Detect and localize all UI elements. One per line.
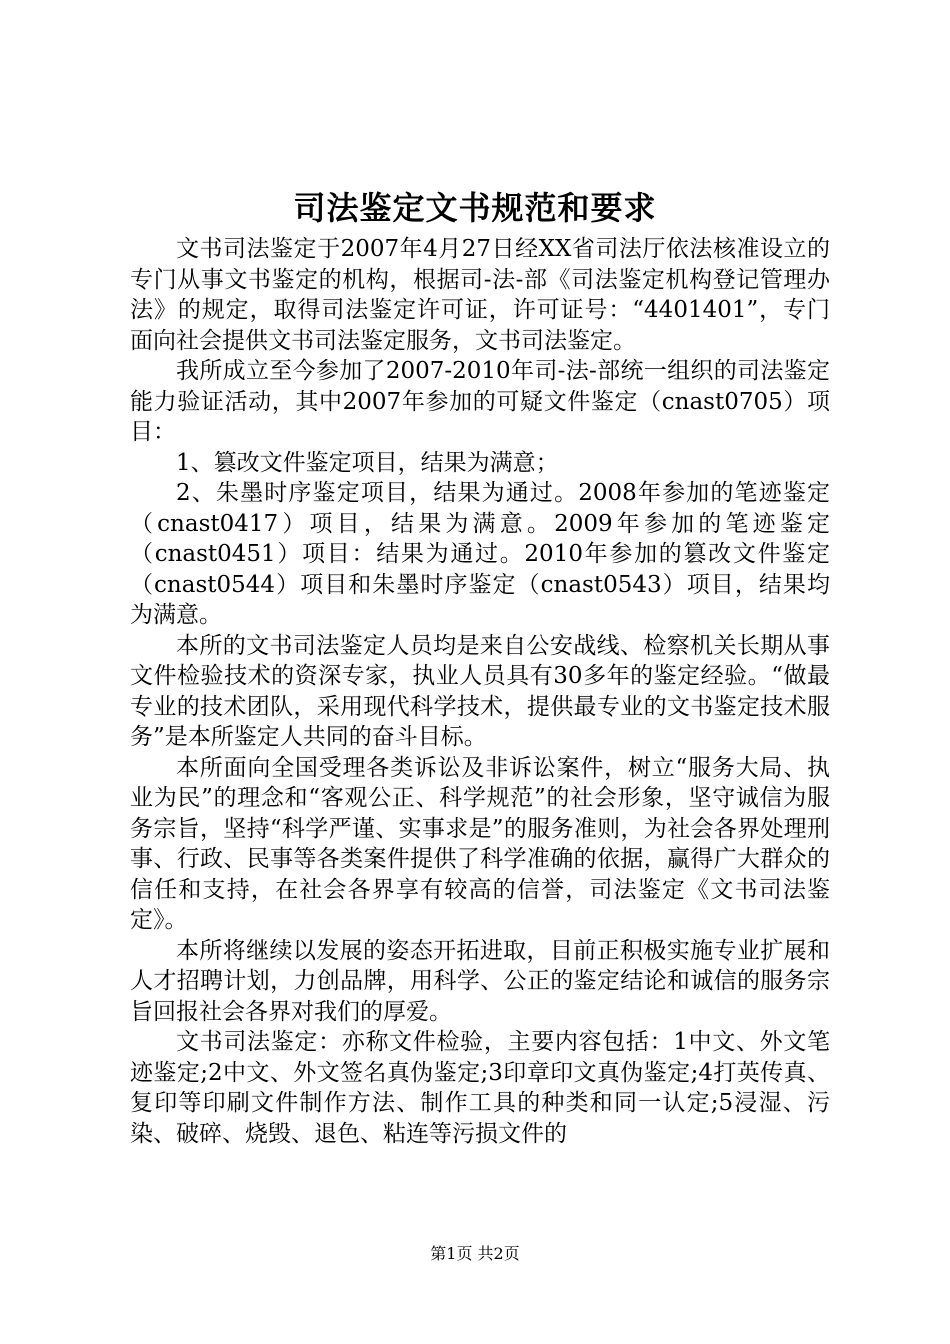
paragraph-item-2: 2、朱墨时序鉴定项目，结果为通过。2008年参加的笔迹鉴定（cnast0417）项目，结果为满意。2009年参加的笔迹鉴定（cnast0451）项目：结果为通过。2010年参加的篡改文件鉴定（cnast0544）项目和朱墨时序鉴定（cnast0543）项目，结果均为满意。 (130, 480, 830, 628)
paragraph-item-1: 1、篡改文件鉴定项目，结果为满意； (176, 449, 559, 476)
document-body (130, 234, 830, 1149)
paragraph-outlook: 本所将继续以发展的姿态开拓进取，目前正积极实施专业扩展和人才招聘计划，力创品牌，用科学、公正的鉴定结论和诚信的服务宗旨回报社会各界对我们的厚爱。 (130, 937, 830, 1025)
paragraph-staff: 本所的文书司法鉴定人员均是来自公安战线、检察机关长期从事文件检验技术的资深专家，执业人员具有30多年的鉴定经验。“做最专业的技术团队，采用现代科学技术，提供最专业的文书鉴定技术服务”是本所鉴定人共同的奋斗目标。 (130, 632, 830, 750)
paragraph-scope: 文书司法鉴定：亦称文件检验，主要内容包括：1中文、外文笔迹鉴定;2中文、外文签名真伪鉴定;3印章印文真伪鉴定;4打英传真、复印等印刷文件制作方法、制作工具的种类和同一认定;5浸湿、污染、破碎、烧毁、退色、粘连等污损文件的 (130, 1029, 830, 1147)
paragraph-intro: 文书司法鉴定于2007年4月27日经XX省司法厅依法核准设立的专门从事文书鉴定的机构，根据司-法-部《司法鉴定机构登记管理办法》的规定，取得司法鉴定许可证，许可证号：“4401401”，专门面向社会提供文书司法鉴定服务，文书司法鉴定。 (130, 236, 830, 354)
page-number: 第1页 共2页 (430, 1244, 520, 1263)
paragraph-proficiency-testing: 我所成立至今参加了2007-2010年司-法-部统一组织的司法鉴定能力验证活动，其中2007年参加的可疑文件鉴定（cnast0705）项目： (130, 358, 830, 445)
paragraph-service: 本所面向全国受理各类诉讼及非诉讼案件，树立“服务大局、执业为民”的理念和“客观公正、科学规范”的社会形象，坚守诚信为服务宗旨，坚持“科学严谨、实事求是”的服务准则，为社会各界处理刑事、行政、民事等各类案件提供了科学准确的依据，赢得广大群众的信任和支持，在社会各界享有较高的信誉，司法鉴定《文书司法鉴定》。 (130, 754, 830, 933)
document-title: 司法鉴定文书规范和要求 (293, 189, 657, 227)
